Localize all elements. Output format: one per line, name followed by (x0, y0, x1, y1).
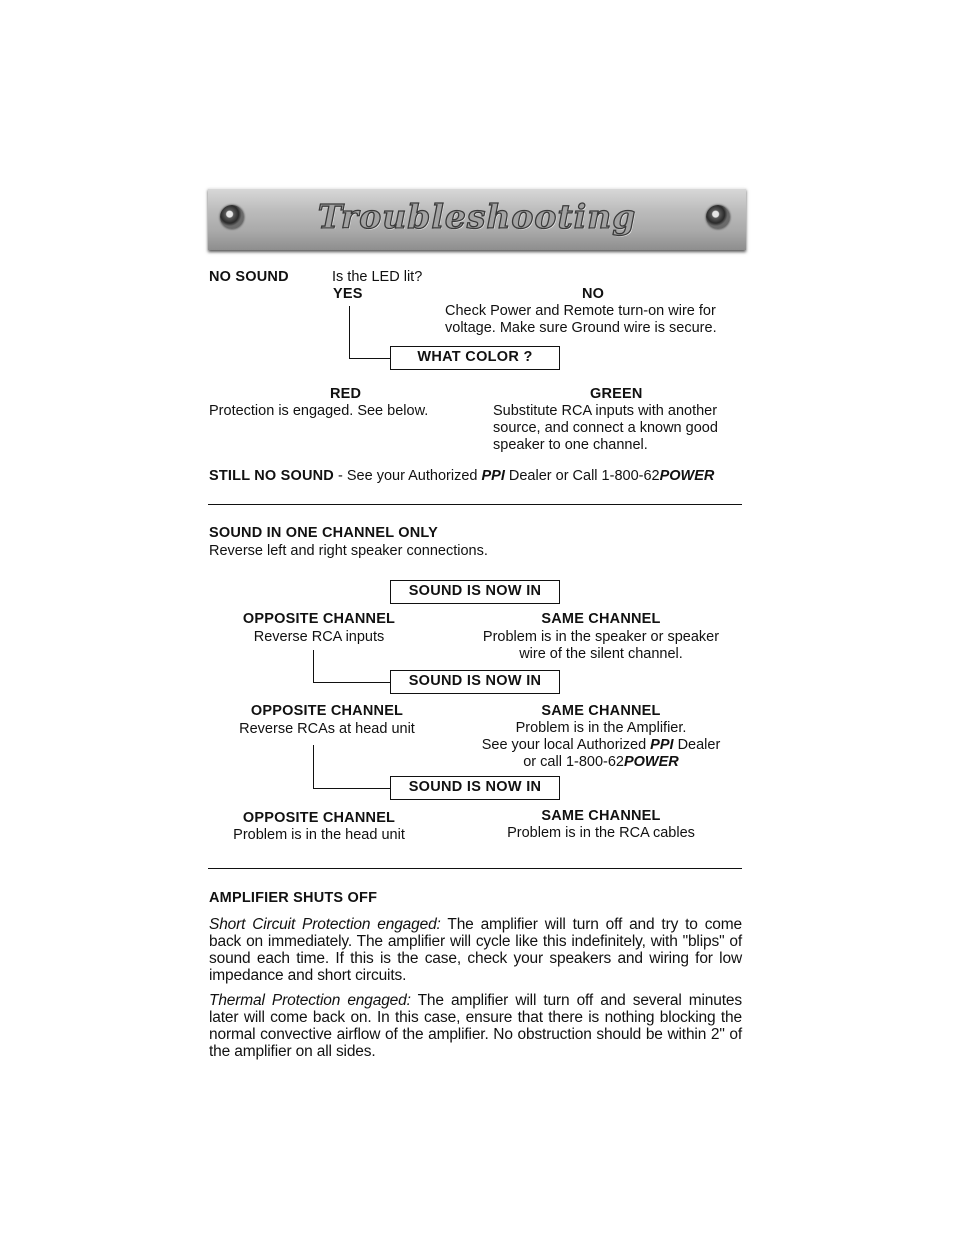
yes-label: YES (333, 286, 363, 302)
led-question: Is the LED lit? (332, 269, 423, 285)
right-bolt-icon (706, 205, 730, 229)
opposite-channel-2-text: Reverse RCAs at head unit (239, 721, 415, 737)
thermal-lead: Thermal Protection engaged: (209, 992, 411, 1009)
sound-now-in-box-1: SOUND IS NOW IN (390, 580, 560, 604)
opposite-channel-1-title: OPPOSITE CHANNEL (242, 611, 396, 627)
same-channel-2-text-3 (472, 754, 730, 771)
same-channel-1-title: SAME CHANNEL (541, 611, 661, 627)
same-channel-2-text-1: Problem is in the Amplifier. (515, 720, 687, 736)
same-channel-1-text-1: Problem is in the speaker or speaker (482, 629, 720, 645)
ppi-brand: PPI (481, 468, 505, 484)
red-label: RED (330, 386, 362, 402)
no-text-line-2: voltage. Make sure Ground wire is secure. (445, 320, 717, 336)
banner-title: Troubleshooting (317, 197, 637, 236)
same-channel-2-title: SAME CHANNEL (541, 703, 661, 719)
same-channel-3-text: Problem is in the RCA cables (507, 825, 695, 841)
no-sound-heading: NO SOUND (209, 269, 289, 285)
opposite-channel-3-text: Problem is in the head unit (233, 827, 405, 843)
section-divider-2 (208, 868, 742, 869)
connector-2-vertical (313, 650, 314, 682)
one-channel-intro: Reverse left and right speaker connections. (209, 543, 488, 559)
green-label: GREEN (590, 386, 643, 402)
one-channel-heading: SOUND IN ONE CHANNEL ONLY (209, 525, 438, 541)
no-text-line-1: Check Power and Remote turn-on wire for (445, 303, 716, 319)
same-channel-2-text-2a: See your local Authorized (481, 737, 651, 753)
same-channel-2-text-2 (472, 737, 730, 754)
connector-3-vertical (313, 745, 314, 788)
still-no-sound-text-2: Dealer or Call 1-800-62 (504, 468, 660, 484)
troubleshooting-banner (208, 188, 746, 250)
same-channel-1-text-2: wire of the silent channel. (519, 646, 683, 662)
thermal-text: The amplifier will turn off and several minutes later will come back on. In this case, ensure that there is nothing blocking the normal convective airflow of the amplifier. No obstruction should be within 2" of the amplifier on all sides. (209, 992, 742, 1060)
amp-off-heading: AMPLIFIER SHUTS OFF (209, 890, 378, 906)
opposite-channel-2-title: OPPOSITE CHANNEL (250, 703, 404, 719)
ppi-brand-2: PPI (650, 737, 674, 753)
sound-now-in-box-3: SOUND IS NOW IN (390, 776, 560, 800)
connector-2-horizontal (313, 682, 391, 683)
opposite-channel-3-title: OPPOSITE CHANNEL (242, 810, 396, 826)
sound-now-in-box-2: SOUND IS NOW IN (390, 670, 560, 694)
no-label: NO (582, 286, 605, 302)
still-no-sound-text: - See your Authorized (333, 468, 482, 484)
yes-connector-vertical (349, 306, 350, 358)
power-brand-2: POWER (623, 754, 679, 770)
yes-connector-horizontal (349, 358, 391, 359)
green-text-line-2: source, and connect a known good (493, 420, 718, 436)
what-color-box: WHAT COLOR ? (390, 346, 560, 370)
opposite-channel-1-text: Reverse RCA inputs (253, 629, 385, 645)
green-text-line-1: Substitute RCA inputs with another (493, 403, 718, 419)
same-channel-2-text-3a: or call 1-800-62 (523, 754, 624, 770)
section-divider-1 (208, 504, 742, 505)
same-channel-3-title: SAME CHANNEL (541, 808, 661, 824)
short-circuit-text: The amplifier will turn off and try to come back on immediately. The amplifier will cycle like this indefinitely, with "blips" of sound each time. If this is the case, check your speakers and wiring for low impedance and short circuits. (209, 916, 742, 984)
short-circuit-lead: Short Circuit Protection engaged: (209, 916, 441, 933)
thermal-paragraph (209, 992, 742, 1060)
still-no-sound-line (209, 468, 714, 485)
red-text: Protection is engaged. See below. (209, 403, 429, 419)
short-circuit-paragraph (209, 916, 742, 984)
power-brand: POWER (659, 468, 715, 484)
green-text-line-3: speaker to one channel. (493, 437, 648, 453)
still-no-sound-heading: STILL NO SOUND (209, 468, 334, 484)
same-channel-2-text-2b: Dealer (673, 737, 721, 753)
connector-3-horizontal (313, 788, 391, 789)
